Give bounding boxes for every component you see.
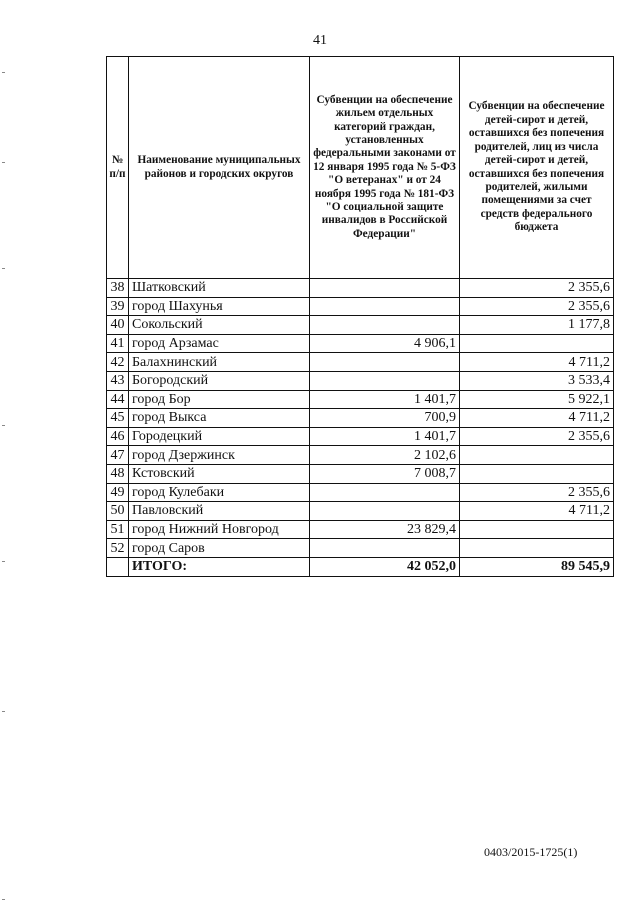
- total-num-cell: [107, 557, 129, 576]
- row-value-col2: 4 711,2: [460, 353, 614, 372]
- total-row: [107, 557, 614, 576]
- table-row: [107, 353, 614, 372]
- row-name: Шатковский: [129, 279, 310, 298]
- row-value-col2: [460, 520, 614, 539]
- row-name: город Нижний Новгород: [129, 520, 310, 539]
- table-body: [107, 279, 614, 577]
- table-row: [107, 316, 614, 335]
- row-name: город Дзержинск: [129, 446, 310, 465]
- table-row: [107, 427, 614, 446]
- row-value-col1: 2 102,6: [310, 446, 460, 465]
- margin-mark: [2, 162, 5, 163]
- row-name: Богородский: [129, 371, 310, 390]
- table-row: [107, 483, 614, 502]
- row-name: Павловский: [129, 502, 310, 521]
- row-name: город Выкса: [129, 409, 310, 428]
- row-number: 46: [107, 427, 129, 446]
- header-name: Наименование муниципальных районов и городских округов: [129, 57, 310, 279]
- row-name: город Саров: [129, 539, 310, 558]
- row-value-col2: 3 533,4: [460, 371, 614, 390]
- row-value-col2: 1 177,8: [460, 316, 614, 335]
- table-row: [107, 390, 614, 409]
- table-row: [107, 446, 614, 465]
- table-row: [107, 297, 614, 316]
- row-number: 51: [107, 520, 129, 539]
- header-col1: Субвенции на обеспечение жильем отдельных категорий граждан, установленных федеральными законами от 12 января 1995 года № 5-ФЗ "О ветеранах" и от 24 ноября 1995 года № 181-ФЗ "О социальной защите инвалидов в Российской Федерации": [310, 57, 460, 279]
- margin-mark: [2, 268, 5, 269]
- row-value-col1: [310, 483, 460, 502]
- row-value-col2: 2 355,6: [460, 279, 614, 298]
- row-name: город Арзамас: [129, 334, 310, 353]
- row-value-col2: 4 711,2: [460, 409, 614, 428]
- row-value-col2: 5 922,1: [460, 390, 614, 409]
- row-number: 40: [107, 316, 129, 335]
- total-label: ИТОГО:: [129, 557, 310, 576]
- row-number: 43: [107, 371, 129, 390]
- row-value-col1: [310, 371, 460, 390]
- row-number: 45: [107, 409, 129, 428]
- subvention-table: [106, 56, 614, 577]
- row-value-col1: [310, 353, 460, 372]
- row-number: 44: [107, 390, 129, 409]
- margin-mark: [2, 425, 5, 426]
- row-name: город Шахунья: [129, 297, 310, 316]
- row-number: 41: [107, 334, 129, 353]
- row-number: 50: [107, 502, 129, 521]
- table-header-row: [107, 57, 614, 279]
- row-value-col1: 7 008,7: [310, 464, 460, 483]
- row-number: 38: [107, 279, 129, 298]
- row-name: город Бор: [129, 390, 310, 409]
- margin-mark: [2, 72, 5, 73]
- header-num: № п/п: [107, 57, 129, 279]
- row-value-col1: [310, 297, 460, 316]
- row-value-col1: [310, 502, 460, 521]
- row-value-col1: 1 401,7: [310, 427, 460, 446]
- row-value-col1: 1 401,7: [310, 390, 460, 409]
- table-row: [107, 334, 614, 353]
- row-name: Сокольский: [129, 316, 310, 335]
- row-value-col2: [460, 464, 614, 483]
- margin-mark: [2, 899, 5, 900]
- row-value-col2: 2 355,6: [460, 483, 614, 502]
- table-row: [107, 279, 614, 298]
- margin-mark: [2, 711, 5, 712]
- row-number: 47: [107, 446, 129, 465]
- row-value-col2: 2 355,6: [460, 297, 614, 316]
- total-value-col1: 42 052,0: [310, 557, 460, 576]
- table-row: [107, 502, 614, 521]
- row-value-col1: 700,9: [310, 409, 460, 428]
- row-value-col1: 23 829,4: [310, 520, 460, 539]
- row-number: 52: [107, 539, 129, 558]
- table-row: [107, 409, 614, 428]
- row-number: 42: [107, 353, 129, 372]
- table-row: [107, 539, 614, 558]
- page-number: 41: [313, 33, 327, 48]
- row-value-col1: [310, 316, 460, 335]
- row-number: 49: [107, 483, 129, 502]
- table-row: [107, 464, 614, 483]
- margin-mark: [2, 561, 5, 562]
- row-value-col2: 4 711,2: [460, 502, 614, 521]
- document-code: 0403/2015-1725(1): [484, 845, 578, 859]
- row-value-col1: [310, 539, 460, 558]
- row-value-col2: [460, 539, 614, 558]
- row-number: 39: [107, 297, 129, 316]
- row-value-col2: [460, 446, 614, 465]
- row-value-col2: [460, 334, 614, 353]
- row-value-col2: 2 355,6: [460, 427, 614, 446]
- row-name: город Кулебаки: [129, 483, 310, 502]
- table-row: [107, 371, 614, 390]
- row-name: Кстовский: [129, 464, 310, 483]
- table-row: [107, 520, 614, 539]
- total-value-col2: 89 545,9: [460, 557, 614, 576]
- row-name: Балахнинский: [129, 353, 310, 372]
- row-value-col1: 4 906,1: [310, 334, 460, 353]
- row-number: 48: [107, 464, 129, 483]
- row-value-col1: [310, 279, 460, 298]
- row-name: Городецкий: [129, 427, 310, 446]
- header-col2: Субвенции на обеспечение детей-сирот и детей, оставшихся без попечения родителей, лиц из числа детей-сирот и детей, оставшихся без попечения родителей, жилыми помещениями за счет средств федерального бюджета: [460, 57, 614, 279]
